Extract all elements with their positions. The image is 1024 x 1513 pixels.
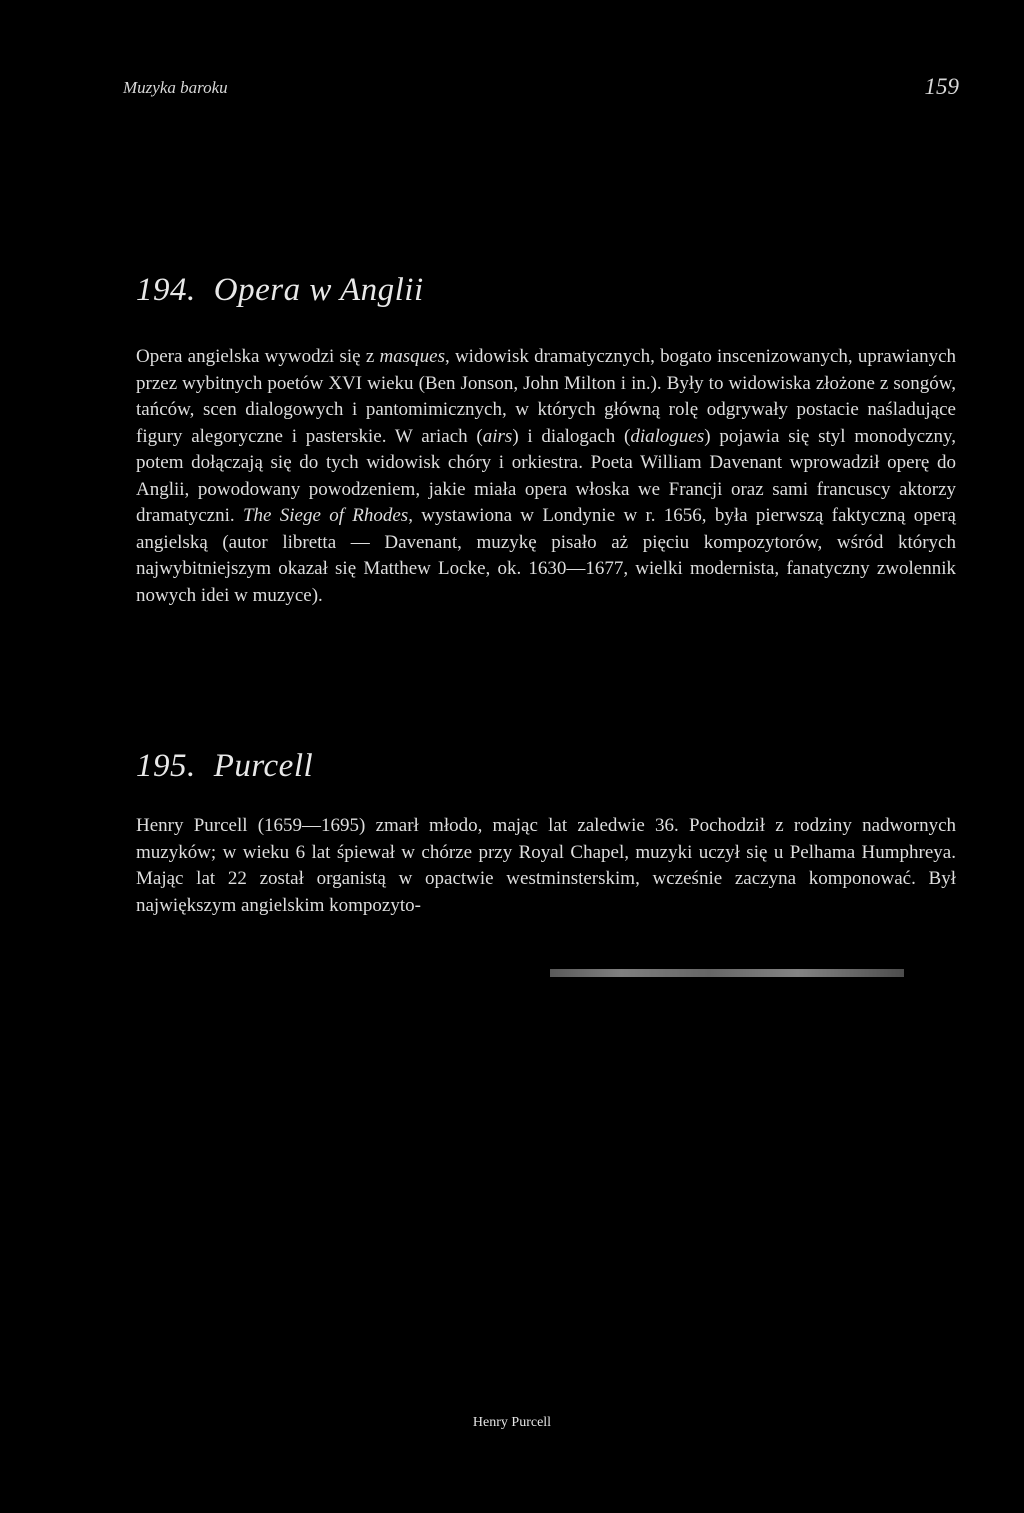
italic-term: masques	[379, 346, 445, 367]
running-title: Muzyka baroku	[123, 78, 228, 97]
section-paragraph: Henry Purcell (1659—1695) zmarł młodo, mając lat zaledwie 36. Pochodził z rodziny nadwornych muzyków; w wieku 6 lat śpiewał w chórze przy Royal Chapel, muzyki uczył się u Pelhama Humphreya. Mając lat 22 został organistą w opactwie westminsterskim, wcześnie zaczyna komponować. Był największym angielskim kompozyto-	[136, 815, 956, 916]
italic-term: airs	[482, 425, 513, 447]
paragraph-text: , wystawiona w Londynie w r. 1656, była pierwszą faktyczną operą angielską (autor libretta — Davenant, muzykę pisało aż pięciu kompozytorów, wśród których najwybitniejszym okazał się Matthew Locke, ok. 1630—1677, wielki modernista, fanatyczny zwolennik nowych idei w muzyce).	[136, 505, 956, 606]
portrait-image-edge	[550, 969, 904, 977]
figure-caption: Henry Purcell	[472, 1415, 552, 1430]
section-paragraph	[136, 344, 956, 609]
paragraph-text: , widowisk dramatycznych, bogato inscenizowanych, uprawianych przez wybitnych poetów XVI wieku (Ben Jonson, John Milton i in.). Były to widowiska złożone z songów, tańców, scen dialogowych i pantomimicznych, w których główną rolę odgrywały postacie naśladujące figury alegoryczne i pasterskie. W ariach (	[136, 346, 956, 447]
italic-title: The Siege of Rhodes	[242, 505, 409, 526]
section-194	[136, 272, 956, 609]
section-195	[136, 748, 956, 919]
section-number: 194.	[136, 272, 196, 308]
section-title: Opera w Anglii	[213, 272, 424, 308]
section-heading	[136, 272, 956, 309]
italic-term: dialogues	[630, 425, 705, 447]
section-number: 195.	[136, 748, 196, 784]
page-header	[123, 74, 959, 104]
paragraph-text: ) i dialogach (	[512, 425, 631, 447]
section-heading	[136, 748, 956, 785]
page-number: 159	[924, 74, 959, 99]
section-title: Purcell	[213, 748, 314, 784]
portrait-image	[0, 977, 1024, 1397]
paragraph-text: Opera angielska wywodzi się z	[136, 346, 380, 367]
paragraph-text: ) pojawia się styl monodyczny, potem dołączają się do tych widowisk chóry i orkiestra. Poeta William Davenant wprowadził operę do Anglii, powodowany powodzeniem, jakie miała opera włoska we Francji oraz sami francuscy aktorzy dramatyczni.	[136, 425, 956, 526]
